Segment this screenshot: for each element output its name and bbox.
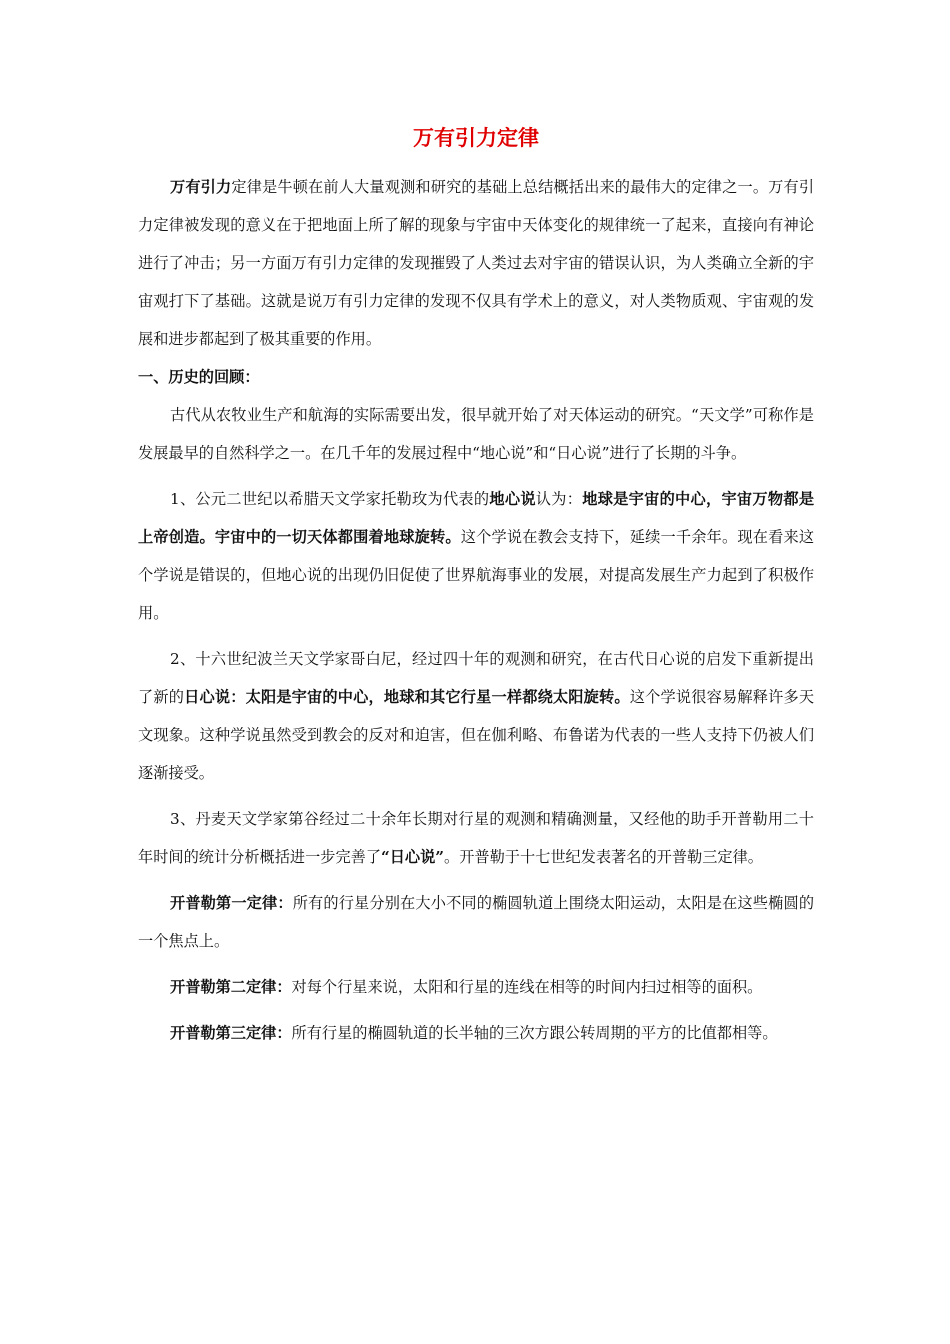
heliocentric-paragraph — [138, 640, 814, 792]
intro-text: 定律是牛顿在前人大量观测和研究的基础上总结概括出来的最伟大的定律之一。万有引力定律被发现的意义在于把地面上所了解的现象与宇宙中天体变化的规律统一了起来，直接向有神论进行了冲击；另一方面万有引力定律的发现摧毁了人类过去对宇宙的错误认识，为人类确立全新的宇宙观打下了基础。这就是说万有引力定律的发现不仅具有学术上的意义，对人类物质观、宇宙观的发展和进步都起到了极其重要的作用。 — [138, 178, 815, 348]
kepler-text-a: 3、丹麦天文学家第谷经过二十余年长期对行星的观测和精确测量，又经他的助手开普勒用二十年时间的统计分析概括进一步完善了 — [138, 810, 814, 866]
kepler-paragraph — [138, 800, 814, 876]
geocentric-text-e: 这个学说在教会支持下，延续一千余年。现在看来这个学说是错误的，但地心说的出现仍旧促使了世界航海事业的发展，对提高发展生产力起到了积极作用。 — [138, 528, 815, 622]
kepler-law-3-label: 开普勒第三定律： — [170, 1024, 292, 1042]
heliocentric-text-a: 2、十六世纪波兰天文学家哥白尼，经过四十年的观测和研究，在古代日心说的启发下重新提出了新的 — [138, 650, 814, 706]
kepler-text-c: 。开普勒于十七世纪发表著名的开普勒三定律。 — [444, 848, 763, 866]
geocentric-paragraph — [138, 480, 814, 632]
intro-paragraph — [138, 168, 814, 358]
kepler-law-2 — [138, 968, 814, 1006]
kepler-law-1 — [138, 884, 814, 960]
geocentric-term: 地心说 — [489, 490, 536, 508]
kepler-law-2-text: 对每个行星来说，太阳和行星的连线在相等的时间内扫过相等的面积。 — [291, 978, 763, 996]
document-page — [138, 118, 814, 1052]
geocentric-claim: 地球是宇宙的中心，宇宙万物都是上帝创造。宇宙中的一切天体都围着地球旋转。 — [138, 490, 815, 546]
section-heading-history: 一、历史的回顾： — [138, 368, 260, 386]
geocentric-text-c: 认为： — [535, 490, 583, 508]
geocentric-text-a: 1、公元二世纪以希腊天文学家托勒玫为代表的 — [170, 490, 490, 508]
history-paragraph: 古代从农牧业生产和航海的实际需要出发，很早就开始了对天体运动的研究。“天文学”可称作是发展最早的自然科学之一。在几千年的发展过程中“地心说”和“日心说”进行了长期的斗争。 — [138, 406, 814, 462]
kepler-law-3-text: 所有行星的椭圆轨道的长半轴的三次方跟公转周期的平方的比值都相等。 — [291, 1024, 778, 1042]
heliocentric-claim: 日心说：太阳是宇宙的中心，地球和其它行星一样都绕太阳旋转。 — [184, 688, 630, 706]
kepler-law-1-label: 开普勒第一定律： — [170, 894, 293, 912]
heliocentric-text-c: 这个学说很容易解释许多天文现象。这种学说虽然受到教会的反对和迫害，但在伽利略、布鲁诺为代表的一些人支持下仍被人们逐渐接受。 — [138, 688, 815, 782]
kepler-heliocentric-term: “日心说” — [381, 848, 445, 866]
document-title: 万有引力定律 — [413, 125, 539, 150]
kepler-law-3 — [138, 1014, 814, 1052]
intro-lead-term: 万有引力 — [170, 178, 232, 196]
kepler-law-1-text: 所有的行星分别在大小不同的椭圆轨道上围绕太阳运动，太阳是在这些椭圆的一个焦点上。 — [138, 894, 815, 950]
kepler-law-2-label: 开普勒第二定律： — [170, 978, 292, 996]
